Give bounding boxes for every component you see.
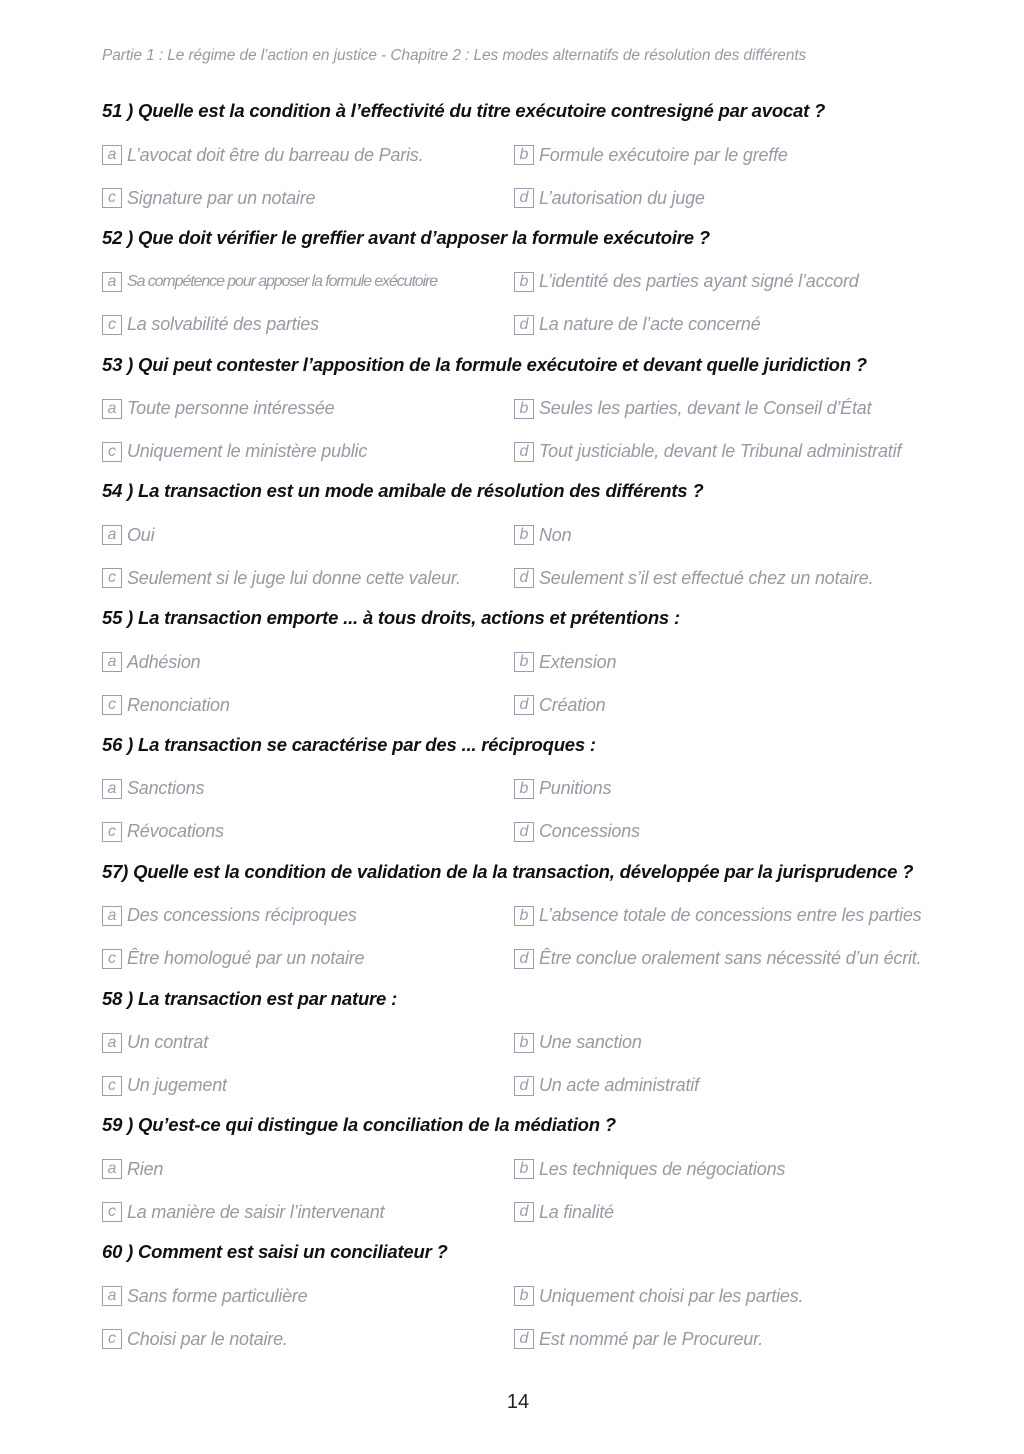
answer-option-b[interactable] bbox=[514, 650, 616, 674]
answer-text: Punitions bbox=[539, 778, 612, 799]
answer-option-d[interactable] bbox=[514, 313, 761, 337]
answer-option-a[interactable] bbox=[102, 397, 335, 421]
answer-text: Adhésion bbox=[127, 651, 201, 672]
answer-text: L’identité des parties ayant signé l’accord bbox=[539, 271, 859, 292]
checkbox-letter-b[interactable]: b bbox=[514, 1286, 534, 1306]
question-block bbox=[102, 98, 982, 225]
answer-option-d[interactable] bbox=[514, 1074, 699, 1098]
answer-text: Révocations bbox=[127, 821, 224, 842]
answer-option-b[interactable] bbox=[514, 270, 859, 294]
quiz-list bbox=[102, 98, 982, 1366]
checkbox-letter-d[interactable]: d bbox=[514, 695, 534, 715]
answer-text: Sanctions bbox=[127, 778, 205, 799]
question-block bbox=[102, 478, 982, 605]
question-title: 59 ) Qu’est-ce qui distingue la conciliation de la médiation ? bbox=[102, 1114, 616, 1136]
answer-text: Signature par un notaire bbox=[127, 187, 316, 208]
answer-text: Seules les parties, devant le Conseil d’État bbox=[539, 398, 872, 419]
answer-text: Seulement si le juge lui donne cette valeur. bbox=[127, 567, 461, 588]
answer-text: Les techniques de négociations bbox=[539, 1158, 786, 1179]
answer-option-c[interactable] bbox=[102, 1200, 384, 1224]
question-block bbox=[102, 1239, 982, 1366]
checkbox-letter-c[interactable]: c bbox=[102, 822, 122, 842]
answer-text: Sa compétence pour apposer la formule exécutoire bbox=[127, 272, 438, 290]
answer-option-c[interactable] bbox=[102, 1327, 288, 1351]
question-title: 56 ) La transaction se caractérise par des ... réciproques : bbox=[102, 733, 596, 755]
answer-text: Non bbox=[539, 524, 572, 545]
answer-option-b[interactable] bbox=[514, 777, 611, 801]
checkbox-letter-c[interactable]: c bbox=[102, 695, 122, 715]
checkbox-letter-d[interactable]: d bbox=[514, 822, 534, 842]
answer-option-d[interactable] bbox=[514, 1200, 614, 1224]
question-title: 51 ) Quelle est la condition à l’effectivité du titre exécutoire contresigné par avocat ? bbox=[102, 100, 826, 121]
answer-option-d[interactable] bbox=[514, 820, 640, 844]
answer-option-d[interactable] bbox=[514, 1327, 763, 1351]
checkbox-letter-b[interactable]: b bbox=[514, 1033, 534, 1053]
answer-text: L’avocat doit être du barreau de Paris. bbox=[127, 144, 424, 165]
answer-option-c[interactable] bbox=[102, 820, 224, 844]
answer-option-a[interactable] bbox=[102, 270, 437, 294]
page-number: 14 bbox=[506, 1391, 530, 1413]
question-title: 52 ) Que doit vérifier le greffier avant d’apposer la formule exécutoire ? bbox=[102, 226, 710, 248]
answer-option-b[interactable] bbox=[514, 1157, 785, 1181]
answer-text: Rien bbox=[127, 1158, 164, 1179]
question-title: 57) Quelle est la condition de validation de la la transaction, développée par la jurisprudence ? bbox=[102, 860, 914, 882]
answer-option-c[interactable] bbox=[102, 440, 367, 464]
checkbox-letter-a[interactable]: a bbox=[102, 652, 122, 672]
checkbox-letter-d[interactable]: d bbox=[514, 568, 534, 588]
answer-option-a[interactable] bbox=[102, 904, 357, 928]
question-block bbox=[102, 352, 982, 479]
answer-text: Oui bbox=[127, 524, 155, 545]
answer-text: Formule exécutoire par le greffe bbox=[539, 144, 788, 165]
checkbox-letter-b[interactable]: b bbox=[514, 652, 534, 672]
answer-option-c[interactable] bbox=[102, 693, 230, 717]
answer-option-a[interactable] bbox=[102, 777, 204, 801]
checkbox-letter-c[interactable]: c bbox=[102, 442, 122, 462]
question-block bbox=[102, 1112, 982, 1239]
checkbox-letter-c[interactable]: c bbox=[102, 1076, 122, 1096]
checkbox-letter-d[interactable]: d bbox=[514, 1076, 534, 1096]
checkbox-letter-d[interactable]: d bbox=[514, 949, 534, 969]
answer-text: Extension bbox=[539, 651, 617, 672]
checkbox-letter-a[interactable]: a bbox=[102, 906, 122, 926]
question-block bbox=[102, 225, 982, 352]
answer-option-b[interactable] bbox=[514, 397, 871, 421]
checkbox-letter-a[interactable]: a bbox=[102, 1286, 122, 1306]
answer-text: Renonciation bbox=[127, 694, 230, 715]
checkbox-letter-c[interactable]: c bbox=[102, 188, 122, 208]
answer-option-b[interactable] bbox=[514, 1284, 803, 1308]
answer-text: Uniquement le ministère public bbox=[127, 441, 368, 462]
checkbox-letter-a[interactable]: a bbox=[102, 272, 122, 292]
answer-text: Choisi par le notaire. bbox=[127, 1328, 288, 1349]
question-title: 53 ) Qui peut contester l’apposition de la formule exécutoire et devant quelle juridiction ? bbox=[102, 353, 867, 375]
checkbox-letter-c[interactable]: c bbox=[102, 568, 122, 588]
answer-text: Uniquement choisi par les parties. bbox=[539, 1285, 804, 1306]
answer-text: Est nommé par le Procureur. bbox=[539, 1328, 764, 1349]
checkbox-letter-c[interactable]: c bbox=[102, 1202, 122, 1222]
answer-text: L’autorisation du juge bbox=[539, 187, 705, 208]
answer-option-c[interactable] bbox=[102, 186, 315, 210]
answer-text: La nature de l’acte concerné bbox=[539, 314, 761, 335]
answer-option-d[interactable] bbox=[514, 693, 605, 717]
answer-text: L’absence totale de concessions entre les parties bbox=[539, 905, 922, 926]
answer-option-c[interactable] bbox=[102, 947, 364, 971]
answer-option-a[interactable] bbox=[102, 1157, 163, 1181]
answer-text: Seulement s’il est effectué chez un notaire. bbox=[539, 567, 874, 588]
answer-text: Tout justiciable, devant le Tribunal administratif bbox=[539, 441, 902, 462]
checkbox-letter-d[interactable]: d bbox=[514, 315, 534, 335]
question-block bbox=[102, 986, 982, 1113]
question-title: 54 ) La transaction est un mode amibale de résolution des différents ? bbox=[102, 480, 704, 502]
checkbox-letter-b[interactable]: b bbox=[514, 145, 534, 165]
checkbox-letter-b[interactable]: b bbox=[514, 525, 534, 545]
checkbox-letter-d[interactable]: d bbox=[514, 442, 534, 462]
checkbox-letter-c[interactable]: c bbox=[102, 315, 122, 335]
answer-option-d[interactable] bbox=[514, 440, 901, 464]
checkbox-letter-c[interactable]: c bbox=[102, 949, 122, 969]
answer-text: Des concessions réciproques bbox=[127, 905, 357, 926]
answer-text: Un acte administratif bbox=[539, 1075, 699, 1096]
answer-option-a[interactable] bbox=[102, 1284, 307, 1308]
answer-option-a[interactable] bbox=[102, 523, 154, 547]
answer-text: Être conclue oralement sans nécessité d’un écrit. bbox=[539, 948, 922, 969]
answer-option-c[interactable] bbox=[102, 566, 461, 590]
checkbox-letter-d[interactable]: d bbox=[514, 188, 534, 208]
checkbox-letter-b[interactable]: b bbox=[514, 399, 534, 419]
checkbox-letter-b[interactable]: b bbox=[514, 906, 534, 926]
question-title: 60 ) Comment est saisi un conciliateur ? bbox=[102, 1241, 448, 1263]
page-header: Partie 1 : Le régime de l’action en justice - Chapitre 2 : Les modes alternatifs de résolution des différents bbox=[102, 47, 807, 64]
answer-option-b[interactable] bbox=[514, 523, 571, 547]
question-block bbox=[102, 732, 982, 859]
question-block bbox=[102, 859, 982, 986]
answer-text: La finalité bbox=[539, 1201, 614, 1222]
checkbox-letter-a[interactable]: a bbox=[102, 779, 122, 799]
checkbox-letter-b[interactable]: b bbox=[514, 272, 534, 292]
checkbox-letter-a[interactable]: a bbox=[102, 1033, 122, 1053]
answer-text: Concessions bbox=[539, 821, 640, 842]
answer-option-a[interactable] bbox=[102, 1031, 208, 1055]
answer-option-c[interactable] bbox=[102, 313, 319, 337]
answer-text: Une sanction bbox=[539, 1032, 642, 1053]
checkbox-letter-a[interactable]: a bbox=[102, 525, 122, 545]
checkbox-letter-b[interactable]: b bbox=[514, 1159, 534, 1179]
answer-text: Toute personne intéressée bbox=[127, 398, 335, 419]
checkbox-letter-a[interactable]: a bbox=[102, 145, 122, 165]
answer-option-d[interactable] bbox=[514, 947, 921, 971]
answer-option-b[interactable] bbox=[514, 1031, 642, 1055]
answer-text: Un contrat bbox=[127, 1032, 209, 1053]
checkbox-letter-b[interactable]: b bbox=[514, 779, 534, 799]
answer-text: Création bbox=[539, 694, 606, 715]
checkbox-letter-a[interactable]: a bbox=[102, 1159, 122, 1179]
answer-option-b[interactable] bbox=[514, 904, 921, 928]
question-title: 55 ) La transaction emporte ... à tous droits, actions et prétentions : bbox=[102, 607, 680, 629]
answer-text: Sans forme particulière bbox=[127, 1285, 308, 1306]
answer-text: La solvabilité des parties bbox=[127, 314, 319, 335]
checkbox-letter-d[interactable]: d bbox=[514, 1329, 534, 1349]
answer-option-d[interactable] bbox=[514, 566, 873, 590]
answer-option-c[interactable] bbox=[102, 1074, 227, 1098]
question-title: 58 ) La transaction est par nature : bbox=[102, 987, 398, 1009]
question-block bbox=[102, 605, 982, 732]
checkbox-letter-c[interactable]: c bbox=[102, 1329, 122, 1349]
checkbox-letter-a[interactable]: a bbox=[102, 399, 122, 419]
answer-text: Être homologué par un notaire bbox=[127, 948, 365, 969]
answer-option-d[interactable] bbox=[514, 186, 705, 210]
checkbox-letter-d[interactable]: d bbox=[514, 1202, 534, 1222]
answer-text: La manière de saisir l’intervenant bbox=[127, 1201, 385, 1222]
answer-option-a[interactable] bbox=[102, 143, 423, 167]
answer-text: Un jugement bbox=[127, 1075, 227, 1096]
answer-option-b[interactable] bbox=[514, 143, 788, 167]
answer-option-a[interactable] bbox=[102, 650, 200, 674]
